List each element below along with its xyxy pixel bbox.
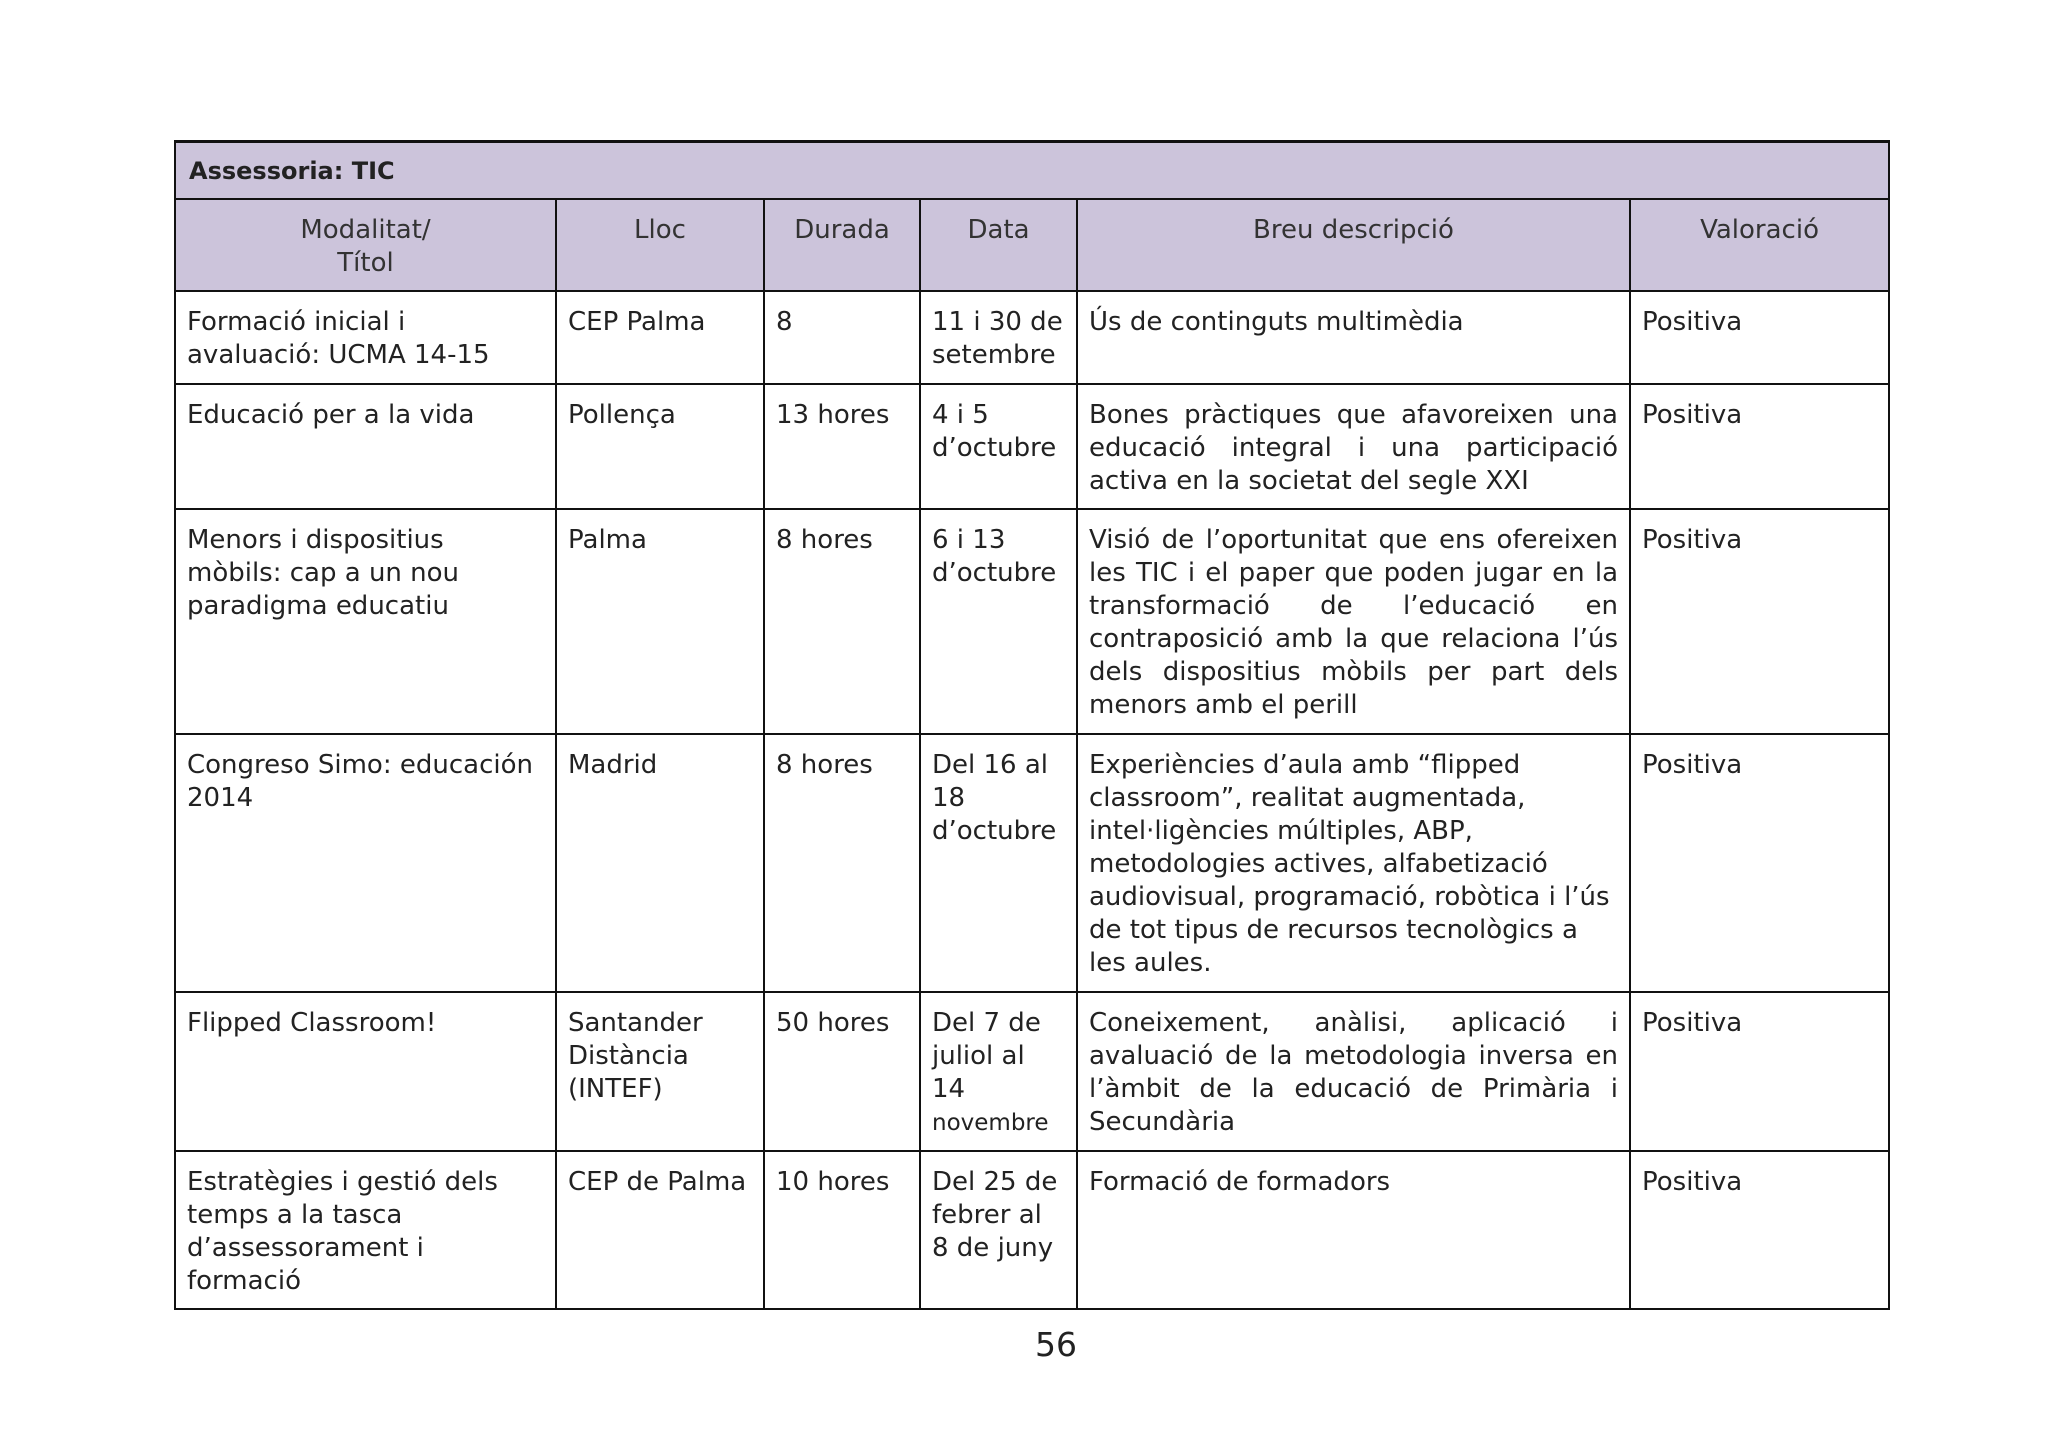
cell-valoracio: Positiva — [1630, 992, 1889, 1151]
header-modalitat — [175, 199, 556, 291]
cell-data — [920, 992, 1077, 1151]
activities-table — [174, 140, 1890, 1310]
header-valoracio: Valoració — [1630, 199, 1889, 291]
cell-lloc: Santander Distància (INTEF) — [556, 992, 764, 1151]
cell-valoracio: Positiva — [1630, 1151, 1889, 1309]
cell-titol: Flipped Classroom! — [175, 992, 556, 1151]
cell-valoracio: Positiva — [1630, 291, 1889, 384]
cell-durada: 8 hores — [764, 734, 920, 992]
cell-descripcio: Formació de formadors — [1077, 1151, 1630, 1309]
cell-durada: 13 hores — [764, 384, 920, 509]
cell-lloc: Madrid — [556, 734, 764, 992]
cell-descripcio: Experiències d’aula amb “flipped classroom”, realitat augmentada, intel·ligències múltiples, ABP, metodologies actives, alfabetizació audiovisual, programació, robòtica i l’ús de tot tipus de recursos tecnològics a les aules. — [1077, 734, 1630, 992]
cell-data: 6 i 13 d’octubre — [920, 509, 1077, 734]
cell-valoracio: Positiva — [1630, 509, 1889, 734]
cell-titol: Educació per a la vida — [175, 384, 556, 509]
header-modalitat-line2: Títol — [337, 248, 394, 278]
cell-valoracio: Positiva — [1630, 384, 1889, 509]
header-descripcio: Breu descripció — [1077, 199, 1630, 291]
table-row — [175, 734, 1889, 992]
table-row — [175, 384, 1889, 509]
cell-titol: Formació inicial i avaluació: UCMA 14-15 — [175, 291, 556, 384]
cell-lloc: CEP Palma — [556, 291, 764, 384]
cell-data-small: novembre — [932, 1110, 1049, 1136]
cell-data: 11 i 30 de setembre — [920, 291, 1077, 384]
cell-durada: 50 hores — [764, 992, 920, 1151]
table-header-row — [175, 199, 1889, 291]
cell-data: Del 16 al 18 d’octubre — [920, 734, 1077, 992]
table-row — [175, 509, 1889, 734]
cell-durada: 8 hores — [764, 509, 920, 734]
cell-lloc: CEP de Palma — [556, 1151, 764, 1309]
cell-descripcio: Bones pràctiques que afavoreixen una educació integral i una participació activa en la societat del segle XXI — [1077, 384, 1630, 509]
page-number: 56 — [1035, 1325, 1077, 1364]
table-row — [175, 291, 1889, 384]
cell-valoracio: Positiva — [1630, 734, 1889, 992]
cell-lloc: Palma — [556, 509, 764, 734]
header-modalitat-line1: Modalitat/ — [300, 215, 431, 245]
header-data: Data — [920, 199, 1077, 291]
cell-descripcio: Ús de continguts multimèdia — [1077, 291, 1630, 384]
cell-durada: 10 hores — [764, 1151, 920, 1309]
cell-lloc: Pollença — [556, 384, 764, 509]
table-title-row — [175, 142, 1889, 200]
table-row — [175, 992, 1889, 1151]
cell-data: 4 i 5 d’octubre — [920, 384, 1077, 509]
cell-descripcio: Visió de l’oportunitat que ens ofereixen les TIC i el paper que poden jugar en la transformació de l’educació en contraposició amb la que relaciona l’ús dels dispositius mòbils per part dels menors amb el perill — [1077, 509, 1630, 734]
header-durada: Durada — [764, 199, 920, 291]
cell-descripcio: Coneixement, anàlisi, aplicació i avaluació de la metodologia inversa en l’àmbit de la educació de Primària i Secundària — [1077, 992, 1630, 1151]
header-lloc: Lloc — [556, 199, 764, 291]
table-title: Assessoria: TIC — [175, 142, 1889, 200]
cell-titol: Estratègies i gestió dels temps a la tasca d’assessorament i formació — [175, 1151, 556, 1309]
cell-titol: Menors i dispositius mòbils: cap a un nou paradigma educatiu — [175, 509, 556, 734]
cell-data: Del 25 de febrer al 8 de juny — [920, 1151, 1077, 1309]
cell-data-main: Del 7 de juliol al 14 — [932, 1008, 1041, 1104]
cell-titol: Congreso Simo: educación 2014 — [175, 734, 556, 992]
cell-durada: 8 — [764, 291, 920, 384]
table-row — [175, 1151, 1889, 1309]
